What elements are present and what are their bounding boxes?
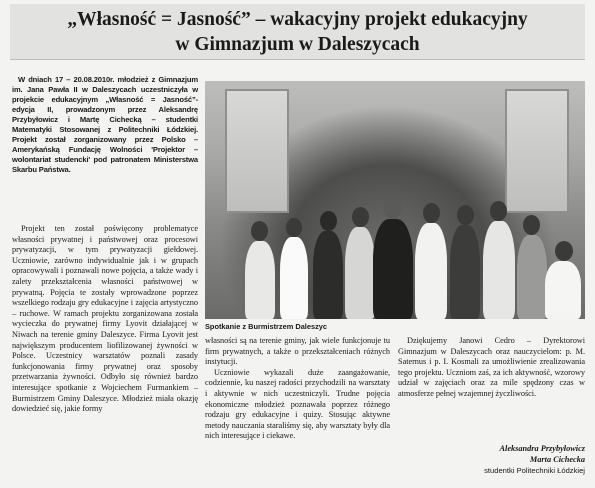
lead-text: W dniach 17 – 20.08.2010r. młodzież z Gimnazjum im. Jana Pawła II w Daleszycach uczestniczyła w projekcie edukacyjnym „Własność = Jasność”- edycja II, prowadzonym przez Aleksandrę Przybyłowicz i Martę Cichecką – studentki Matematyki Stosowanej z Politechniki Łódzkiej. Projekt został zorganizowany przez Polsko – Amerykańską Fundację Wolności 'Projektor – wolontariat studencki' pod patronatem Ministerstwa Skarbu Państwa. — [12, 75, 198, 174]
column-2-paragraph-1: własności są na terenie gminy, jak wiele funkcjonuje tu firm prywatnych, a także o przekształceniach różnych instytucji. — [205, 336, 390, 367]
photo-caption: Spotkanie z Burmistrzem Daleszyc — [205, 322, 327, 331]
column-2-paragraph-2: Uczniowie wykazali duże zaangażowanie, codziennie, ku naszej radości przychodzili na warsztaty i aktywnie w nich uczestniczyli. Trudne pojęcia ekonomiczne młodzież poznawała poprzez różnego rodzaju gry edukacyjne i quizy. Stosując aktywne metody nauczania staraliśmy się, aby warsztaty były dla nich interesujące i ciekawe. — [205, 367, 390, 441]
title-line-1: „Własność = Jasność” – wakacyjny projekt edukacyjny — [67, 9, 528, 30]
column-2-body — [205, 336, 390, 442]
column-1-body — [12, 224, 198, 415]
column-3-paragraph: Dziękujemy Janowi Cedro – Dyrektorowi Gimnazjum w Daleszycach oraz nauczycielom: p. M. Saternus i p. I. Kosmali za umożliwienie zrealizowania tego projektu. Uczniom zaś, za ich aktywność, wzorowy udział w zajęciach oraz za mile spędzony czas w atmosferze pełnej wzajemnej życzliwości. — [398, 336, 585, 398]
article-photo — [205, 81, 585, 319]
photo-window-left — [225, 89, 289, 213]
signature-name-1: Aleksandra Przybyłowicz — [499, 444, 585, 453]
signature — [484, 443, 585, 476]
signature-name-2: Marta Cichecka — [529, 455, 585, 464]
signature-affiliation: studentki Politechniki Łódzkiej — [484, 466, 585, 475]
lead-paragraph — [12, 75, 198, 175]
column-3-body — [398, 336, 585, 400]
title-line-2: w Gimnazjum w Daleszycach — [175, 34, 420, 55]
column-1-paragraph: Projekt ten został poświęcony problematyce własności prywatnej i państwowej oraz procesowi prywatyzacji, w tym prywatyzacji giełdowej. Uczniowie, zarówno indywidualnie jak i w grupach opracowywali i poznawali nowe pojęcia, a także wady i zalety przekształcenia własności państwowej w prywatną. Pojęcia te zostały wprowadzone poprzez wszelkiego rodzaju gry edukacyjne i zajęcia artystyczno – ruchowe. W ramach projektu zorganizowana została wycieczka do prywatnej firmy Lyovit działającej w Niwach na terenie gminy Daleszyce. Firma Lyovit jest największym producentem liofilizowanej żywności w Polsce. Uczestnicy warsztatów poznali zasady funkcjonowania firmy prywatnej oraz sposoby przetwarzania żywności. Odbyło się również bardzo interesujące spotkanie z Wojciechem Furmankiem – Burmistrzem Gminy Daleszyce. Młodzież miała okazję dowiedzieć się, jakie formy — [12, 224, 198, 414]
article-title — [10, 4, 585, 60]
photo-window-right — [505, 89, 569, 213]
